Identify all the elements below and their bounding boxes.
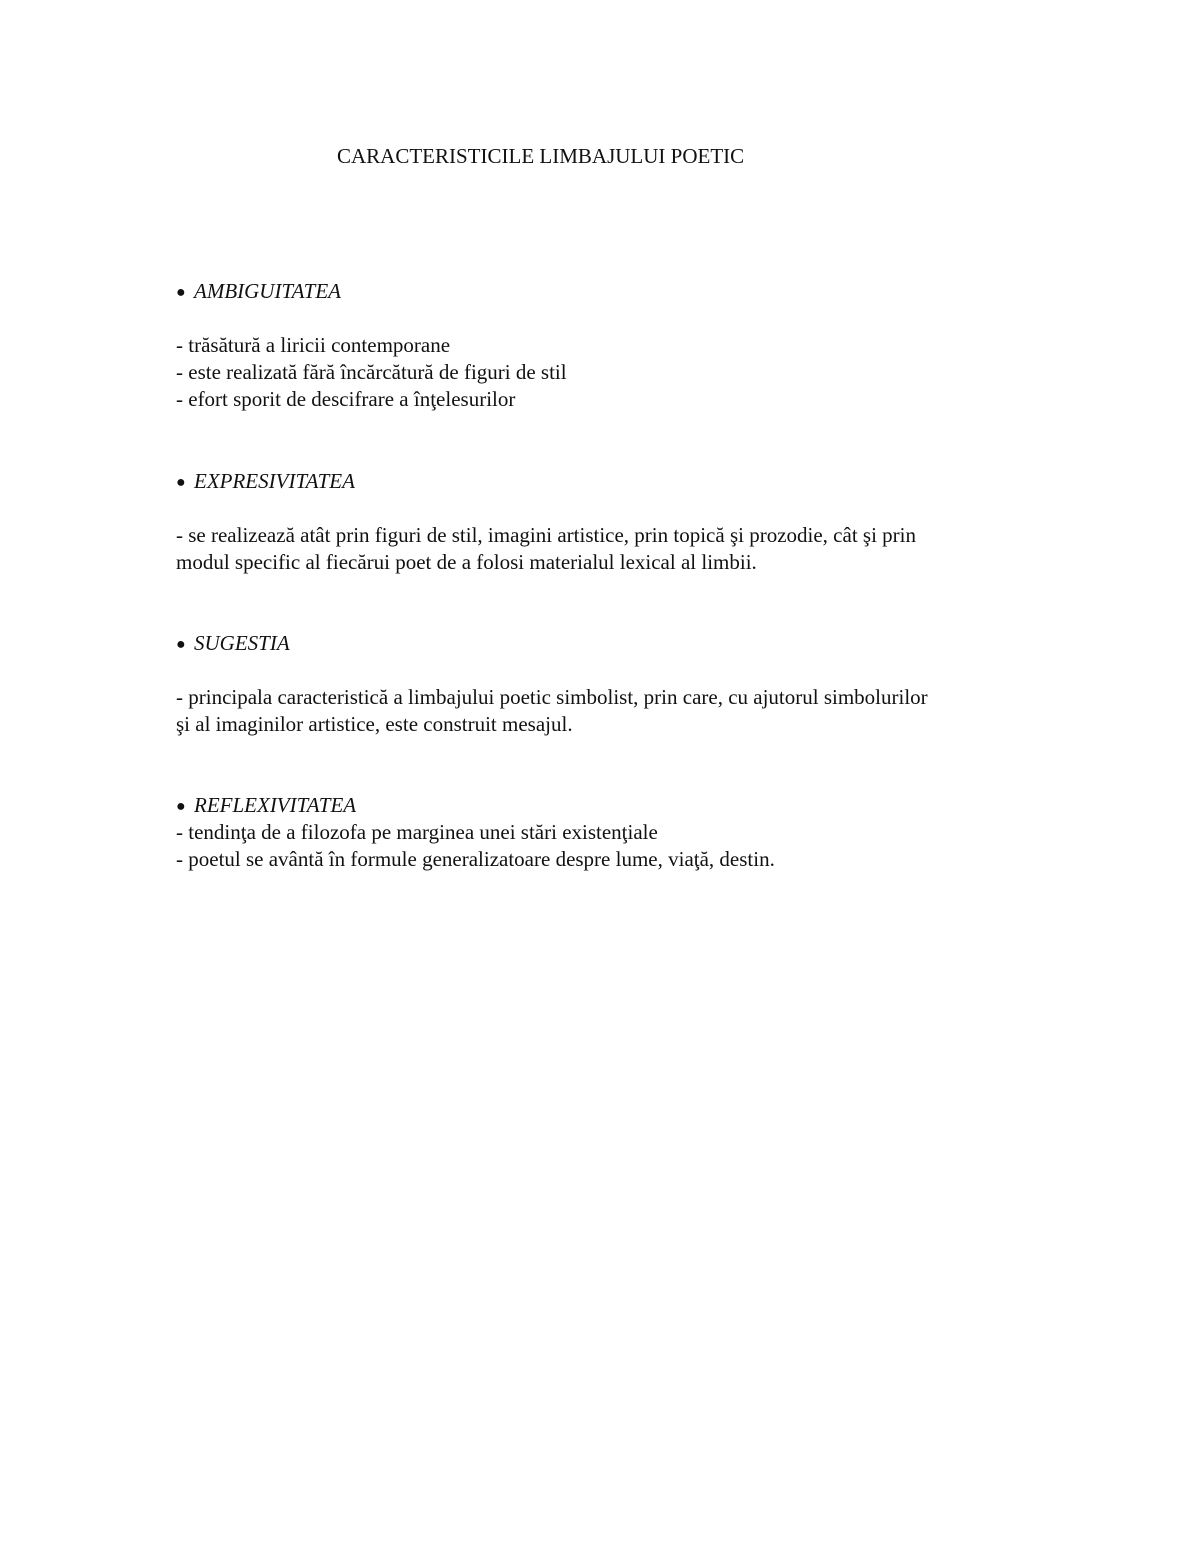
page-title: CARACTERISTICILE LIMBAJULUI POETIC — [337, 144, 745, 168]
section-heading-label: SUGESTIA — [194, 631, 290, 655]
section-sugestia — [176, 630, 1036, 738]
bullet-icon: ● — [176, 284, 186, 301]
section-heading-label: EXPRESIVITATEA — [194, 469, 355, 493]
text-line: - poetul se avântă în formule generalizatoare despre lume, viaţă, destin. — [176, 847, 775, 871]
bullet-icon: ● — [176, 798, 186, 815]
section-heading — [176, 468, 1036, 495]
section-heading — [176, 630, 1036, 657]
section-reflexivitatea — [176, 792, 1036, 873]
text-line: modul specific al fiecărui poet de a folosi materialul lexical al limbii. — [176, 550, 757, 574]
text-line: - trăsătură a liricii contemporane — [176, 333, 451, 357]
bullet-icon: ● — [176, 636, 186, 653]
section-heading — [176, 792, 1036, 819]
section-heading — [176, 278, 1036, 305]
text-line: - principala caracteristică a limbajului poetic simbolist, prin care, cu ajutorul simbolurilor — [176, 685, 928, 709]
section-heading-label: REFLEXIVITATEA — [194, 793, 357, 817]
section-heading-label: AMBIGUITATEA — [194, 279, 341, 303]
text-line: - este realizată fără încărcătură de figuri de stil — [176, 360, 567, 384]
text-line: - tendinţa de a filozofa pe marginea unei stări existenţiale — [176, 820, 658, 844]
text-line: - se realizează atât prin figuri de stil, imagini artistice, prin topică şi prozodie, cât şi prin — [176, 523, 916, 547]
text-line: - efort sporit de descifrare a înţelesurilor — [176, 387, 516, 411]
bullet-icon: ● — [176, 474, 186, 491]
section-expresivitatea — [176, 468, 1036, 576]
section-ambiguitatea — [176, 278, 1036, 413]
text-line: şi al imaginilor artistice, este construit mesajul. — [176, 712, 573, 736]
